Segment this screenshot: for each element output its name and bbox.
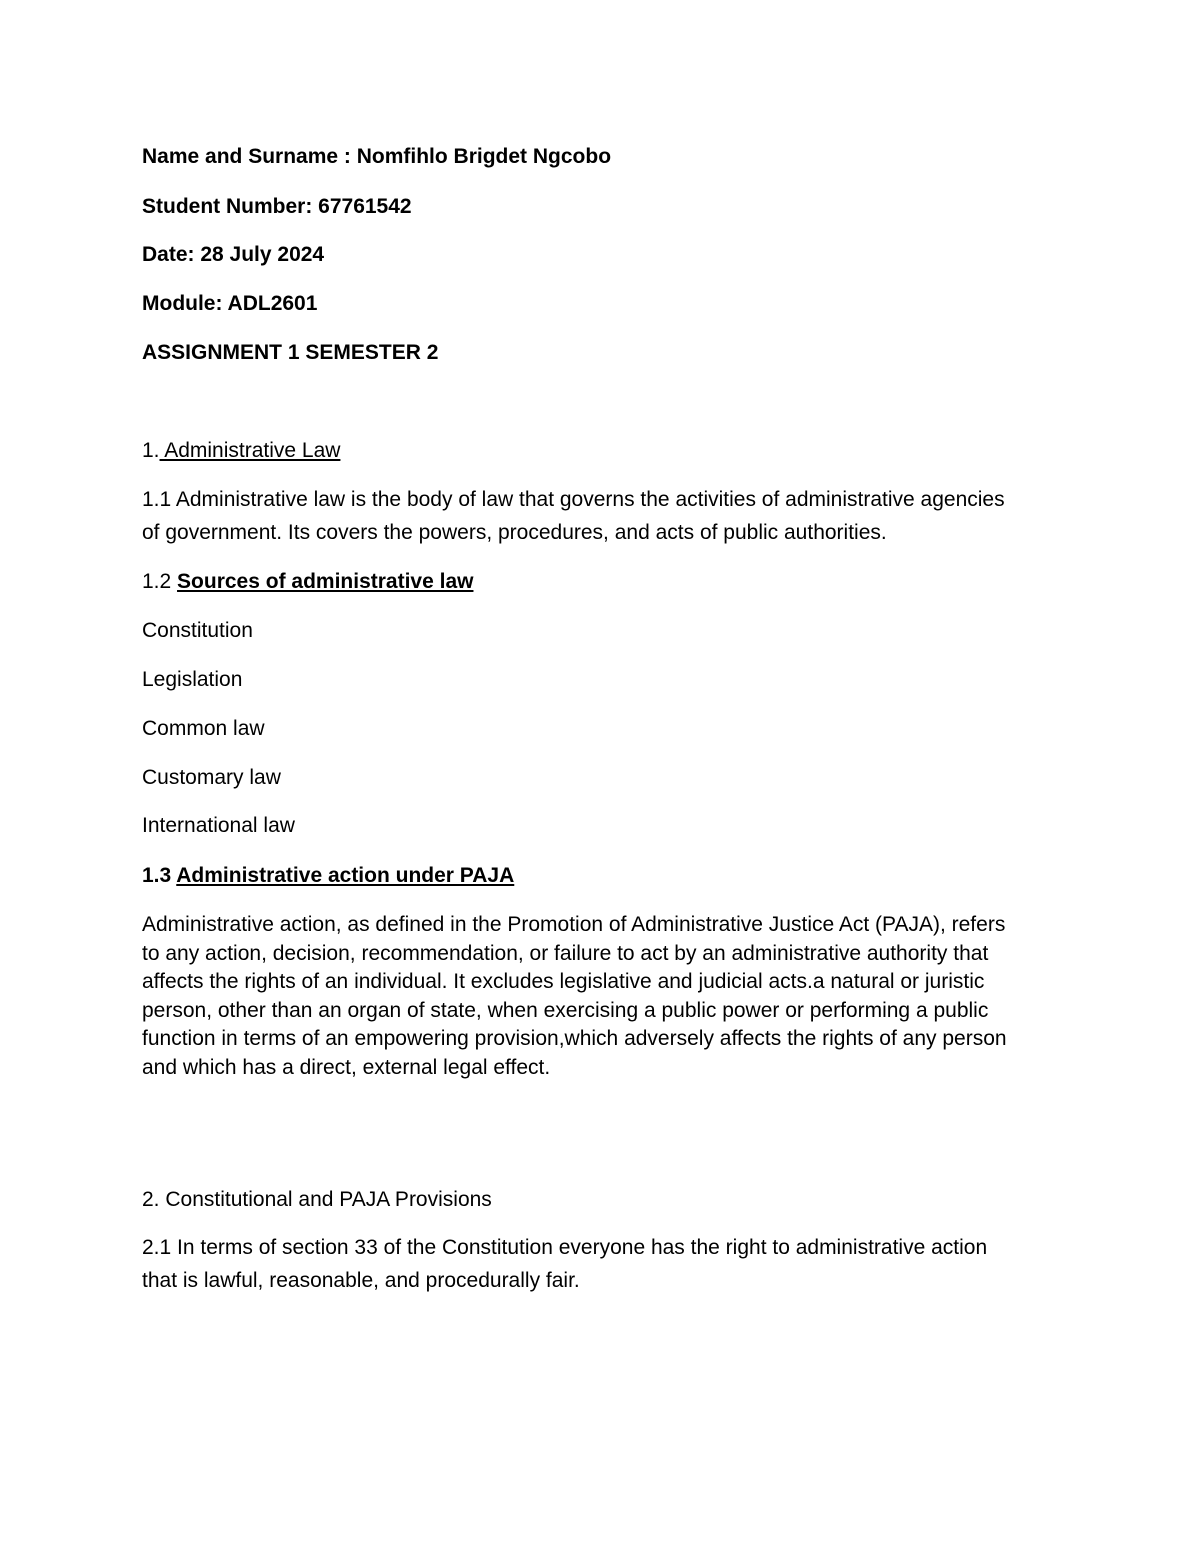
source-item: Common law xyxy=(142,717,265,740)
paragraph-line: and which has a direct, external legal effect. xyxy=(142,1055,551,1079)
paragraph-1-3 xyxy=(142,912,1052,1083)
section-1-3-title: Administrative action under PAJA xyxy=(176,864,515,887)
source-item: Constitution xyxy=(142,619,253,642)
module-line: Module: ADL2601 xyxy=(142,292,318,315)
paragraph-line: function in terms of an empowering provision,which adversely affects the rights of any person xyxy=(142,1027,1007,1050)
source-item: Customary law xyxy=(142,766,281,789)
paragraph-2-1 xyxy=(142,1235,1052,1301)
assignment-line: ASSIGNMENT 1 SEMESTER 2 xyxy=(142,341,439,364)
paragraph-line: 2.1 In terms of section 33 of the Constitution everyone has the right to administrative action xyxy=(142,1236,988,1259)
paragraph-line: person, other than an organ of state, when exercising a public power or performing a public xyxy=(142,998,989,1022)
section-1-2-number: 1.2 xyxy=(142,570,178,593)
paragraph-1-1 xyxy=(142,487,1052,553)
paragraph-line: that is lawful, reasonable, and procedurally fair. xyxy=(142,1269,580,1292)
paragraph-line: Administrative action, as defined in the Promotion of Administrative Justice Act (PAJA), refers xyxy=(142,913,1006,936)
name-line: Name and Surname : Nomfihlo Brigdet Ngcobo xyxy=(142,145,612,168)
section-2-heading: 2. Constitutional and PAJA Provisions xyxy=(142,1188,492,1211)
section-1-3-heading xyxy=(142,863,514,889)
section-1-title: Administrative Law xyxy=(159,439,341,462)
paragraph-line: affects the rights of an individual. It excludes legislative and judicial acts.a natural or juristic xyxy=(142,970,985,993)
section-1-number: 1. xyxy=(142,439,160,462)
paragraph-line: 1.1 Administrative law is the body of law that governs the activities of administrative agencies xyxy=(142,488,1005,511)
paragraph-line: of government. Its covers the powers, procedures, and acts of public authorities. xyxy=(142,521,887,544)
date-line: Date: 28 July 2024 xyxy=(142,243,325,266)
section-1-2-heading xyxy=(142,569,473,595)
source-item: International law xyxy=(142,814,295,837)
student-number-line: Student Number: 67761542 xyxy=(142,195,412,218)
source-item: Legislation xyxy=(142,668,243,691)
section-1-heading xyxy=(142,438,340,464)
paragraph-line: to any action, decision, recommendation, or failure to act by an administrative authority that xyxy=(142,941,989,965)
section-1-3-number: 1.3 xyxy=(142,864,177,887)
section-1-2-title: Sources of administrative law xyxy=(177,570,474,593)
